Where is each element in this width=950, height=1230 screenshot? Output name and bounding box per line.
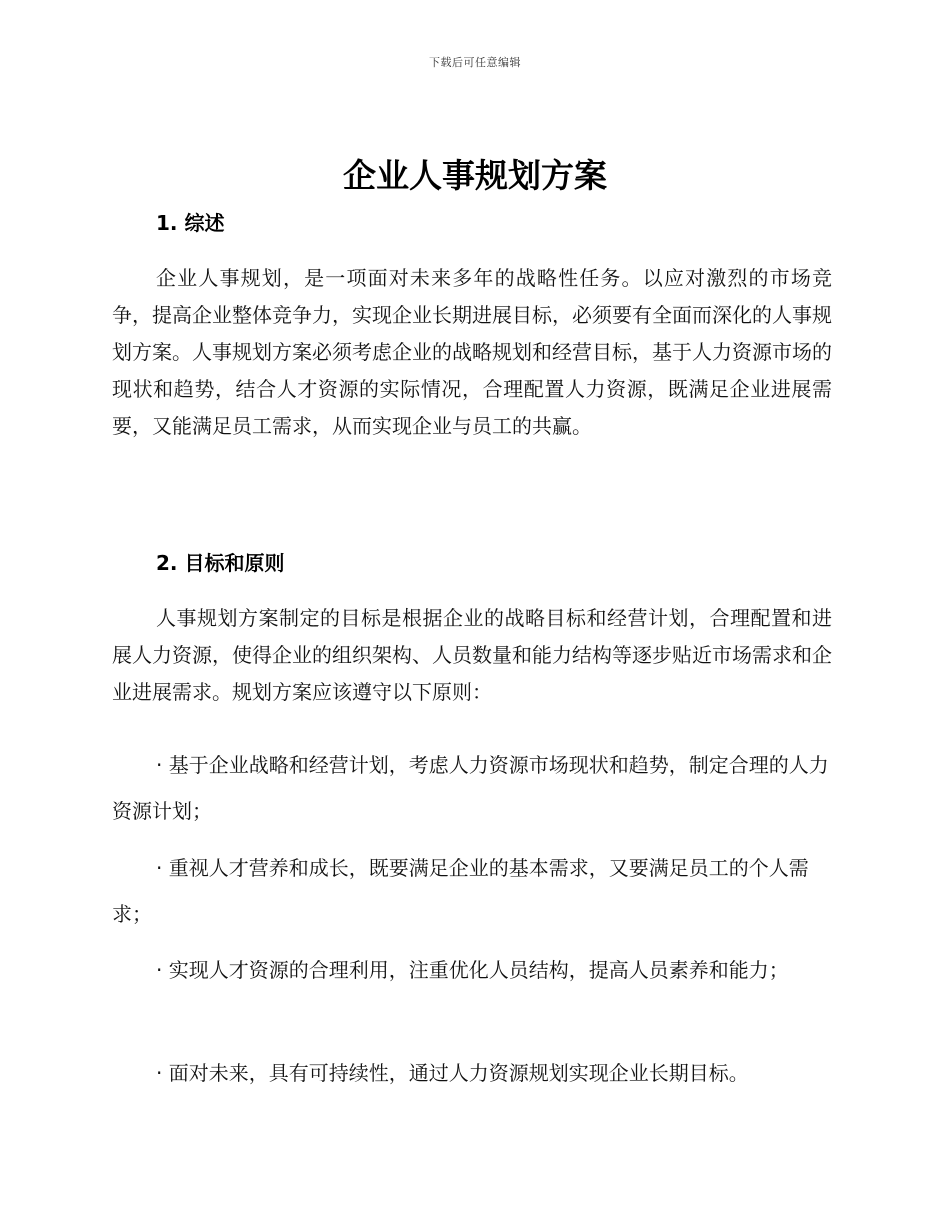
section-heading-goals: 2. 目标和原则 bbox=[156, 551, 285, 575]
principle-bullet-4: · 面对未来，具有可持续性，通过人力资源规划实现企业长期目标。 bbox=[156, 1061, 749, 1085]
principle-bullet-1: · 基于企业战略和经营计划，考虑人力资源市场现状和趋势，制定合理的人力资源计划； bbox=[112, 753, 829, 823]
principle-bullet-3: · 实现人才资源的合理利用，注重优化人员结构，提高人员素养和能力； bbox=[156, 958, 789, 982]
principle-bullet-2: · 重视人才营养和成长，既要满足企业的基本需求，又要满足员工的个人需求； bbox=[112, 856, 809, 926]
document-title: 企业人事规划方案 bbox=[343, 156, 607, 195]
overview-paragraph: 企业人事规划，是一项面对未来多年的战略性任务。以应对激烈的市场竞争，提高企业整体竞争力，实现企业长期进展目标，必须要有全面而深化的人事规划方案。人事规划方案必须考虑企业的战略规划和经营目标，基于人力资源市场的现状和趋势，结合人才资源的实际情况，合理配置人力资源，既满足企业进展需要，又能满足员工需求，从而实现企业与员工的共赢。 bbox=[112, 266, 832, 438]
section-heading-overview: 1. 综述 bbox=[156, 211, 225, 235]
goals-paragraph: 人事规划方案制定的目标是根据企业的战略目标和经营计划，合理配置和进展人力资源，使得企业的组织架构、人员数量和能力结构等逐步贴近市场需求和企业进展需求。规划方案应该遵守以下原则： bbox=[112, 606, 832, 704]
header-note: 下载后可任意编辑 bbox=[429, 56, 521, 69]
